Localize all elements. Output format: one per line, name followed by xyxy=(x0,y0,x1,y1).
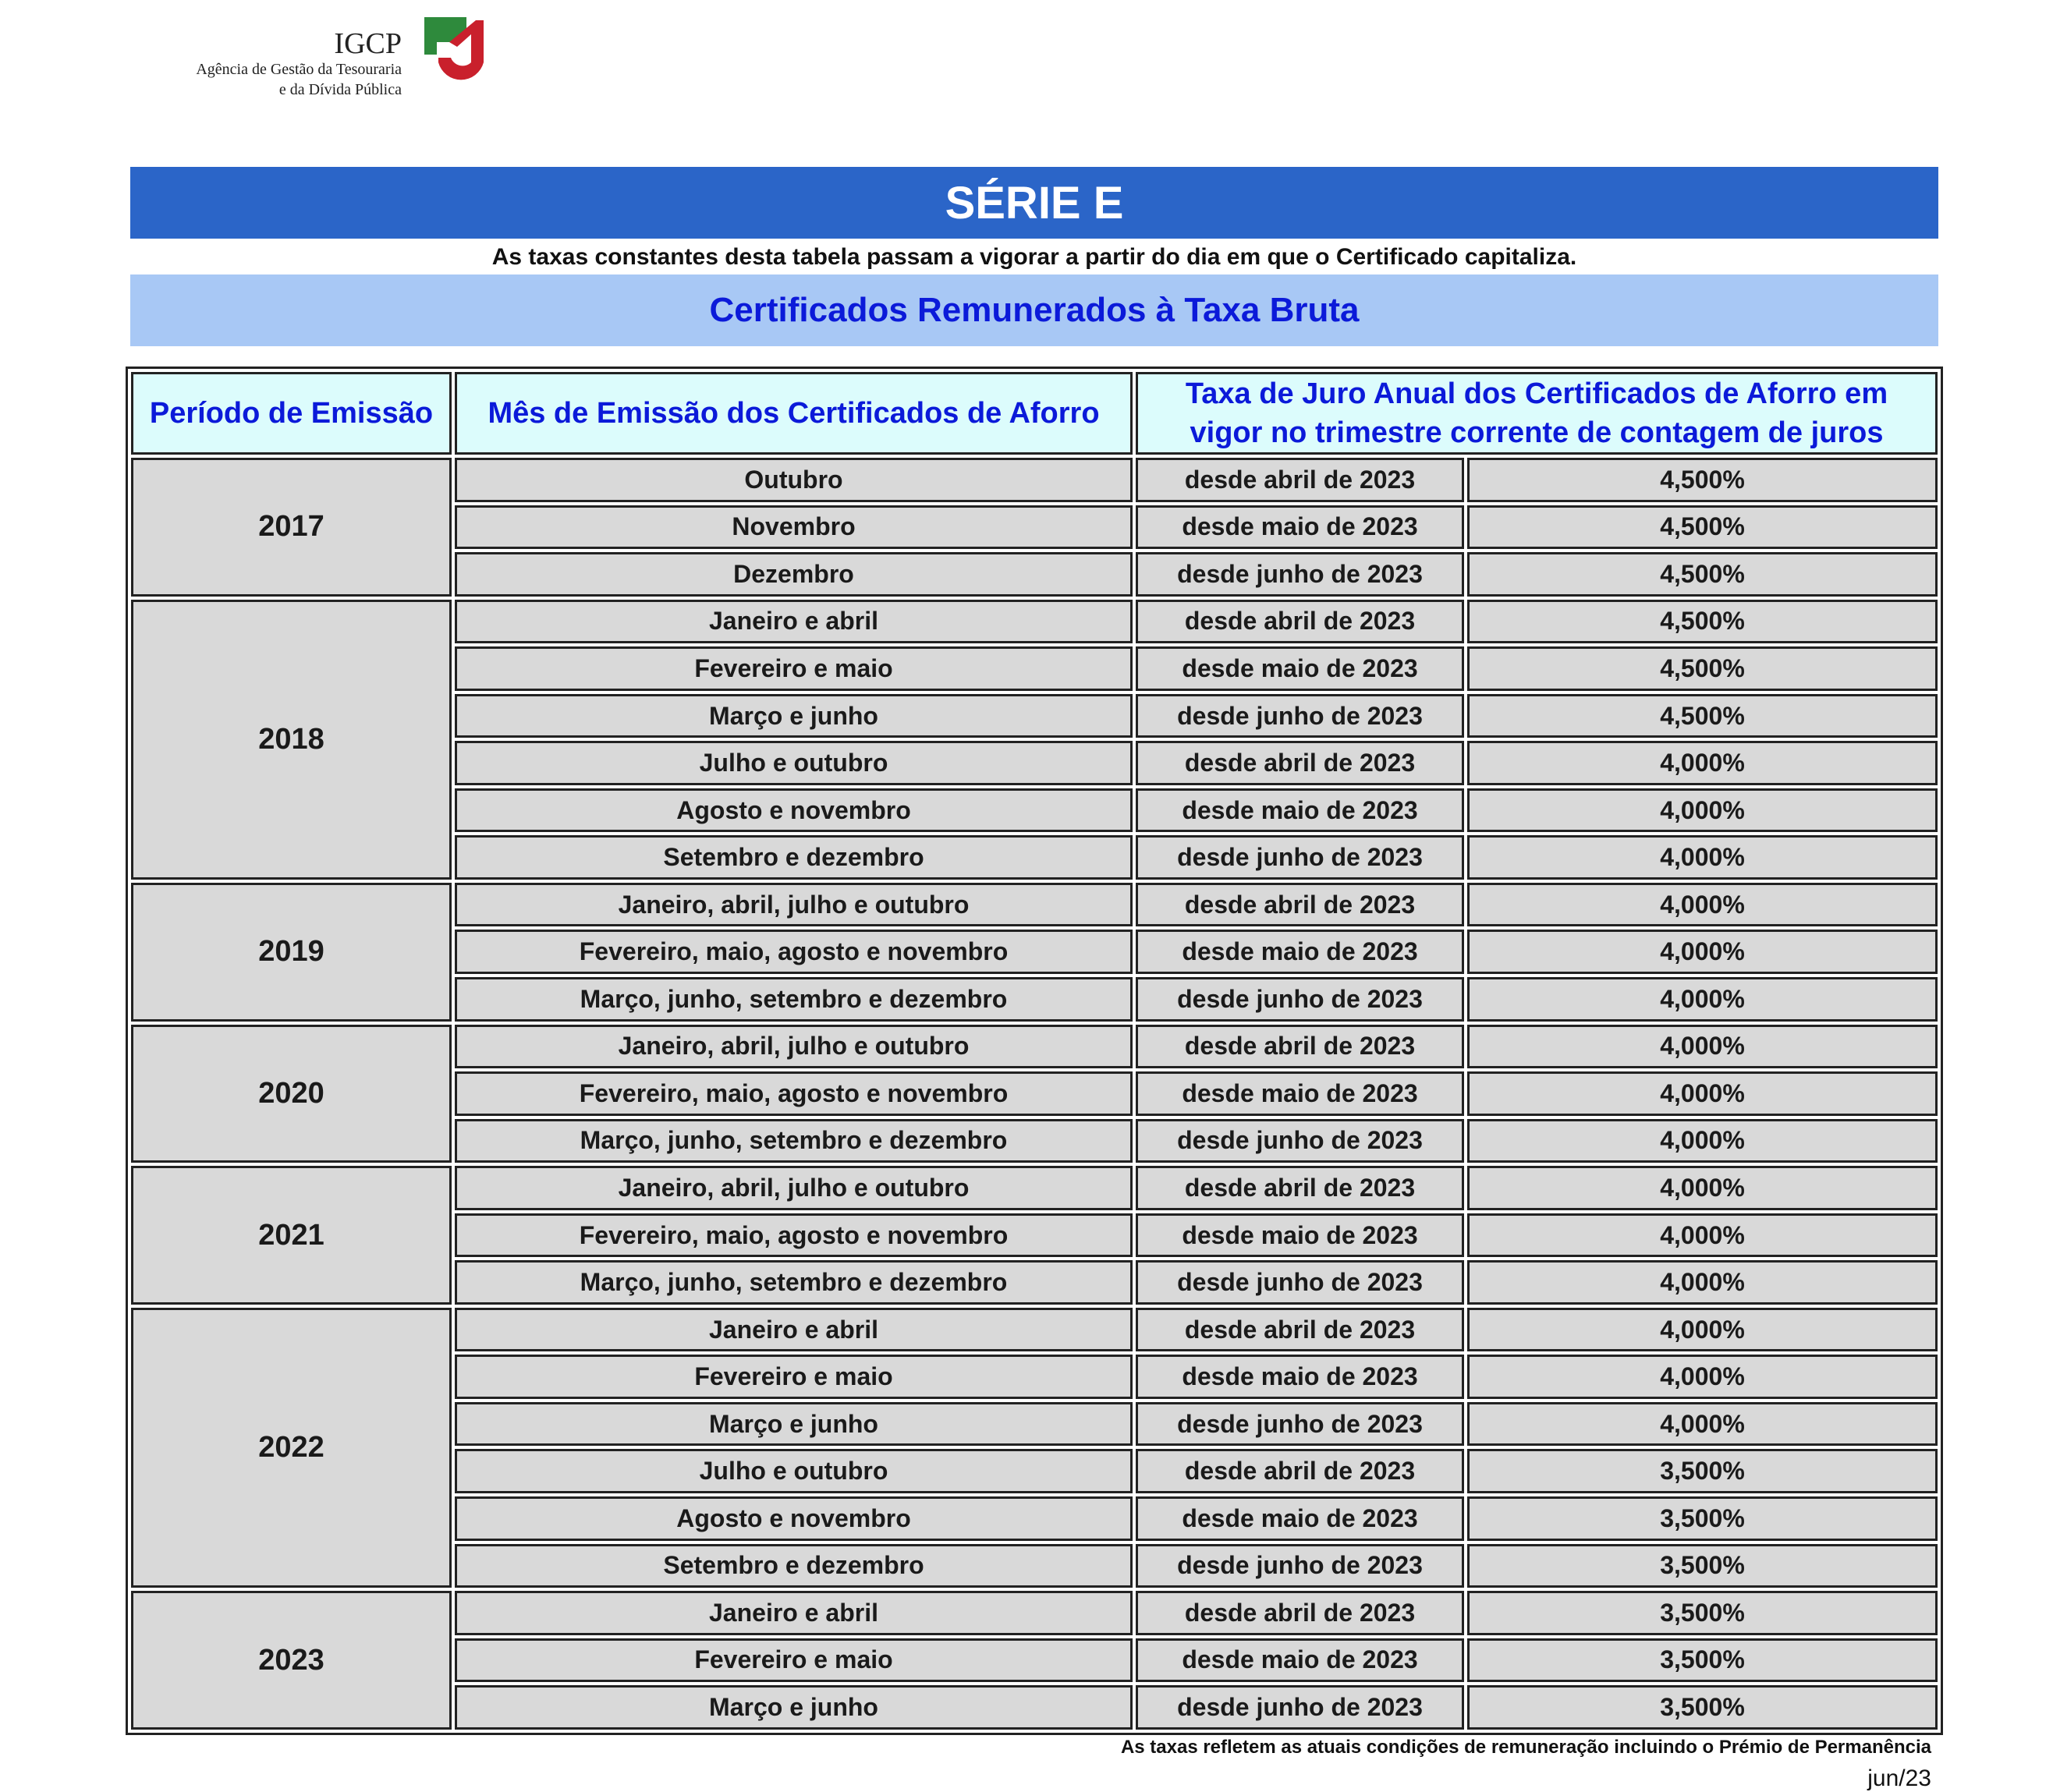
issue-month-cell: Fevereiro e maio xyxy=(455,1638,1133,1683)
rate-start-cell: desde junho de 2023 xyxy=(1136,1685,1464,1730)
issue-month-cell: Fevereiro e maio xyxy=(455,1355,1133,1399)
issue-month-cell: Março, junho, setembro e dezembro xyxy=(455,977,1133,1022)
issue-month-cell: Janeiro, abril, julho e outubro xyxy=(455,1166,1133,1210)
interest-rate-cell: 4,000% xyxy=(1467,1025,1938,1069)
header-rate xyxy=(1136,372,1938,455)
table-header-row xyxy=(131,372,1938,455)
rate-start-cell: desde abril de 2023 xyxy=(1136,1449,1464,1493)
series-title: SÉRIE E xyxy=(130,167,1938,239)
rate-start-cell: desde abril de 2023 xyxy=(1136,458,1464,502)
interest-rate-cell: 4,000% xyxy=(1467,1355,1938,1399)
rate-start-cell: desde maio de 2023 xyxy=(1136,1355,1464,1399)
interest-rate-cell: 3,500% xyxy=(1467,1685,1938,1730)
issue-month-cell: Março e junho xyxy=(455,1685,1133,1730)
table-row xyxy=(131,600,1938,644)
table-row xyxy=(131,883,1938,927)
igcp-emblem-icon xyxy=(421,14,491,84)
issue-month-cell: Março e junho xyxy=(455,1402,1133,1447)
rate-start-cell: desde junho de 2023 xyxy=(1136,1119,1464,1163)
igcp-logo xyxy=(164,14,491,108)
table-row xyxy=(131,1591,1938,1635)
period-year-cell: 2017 xyxy=(131,458,452,597)
rate-start-cell: desde abril de 2023 xyxy=(1136,883,1464,927)
issue-month-cell: Janeiro, abril, julho e outubro xyxy=(455,1025,1133,1069)
rates-table xyxy=(126,367,1943,1735)
header-rate-line1: Taxa de Juro Anual dos Certificados de Aforro em xyxy=(1185,377,1888,410)
interest-rate-cell: 4,000% xyxy=(1467,930,1938,974)
interest-rate-cell: 4,000% xyxy=(1467,1260,1938,1305)
interest-rate-cell: 3,500% xyxy=(1467,1544,1938,1588)
rate-start-cell: desde abril de 2023 xyxy=(1136,1025,1464,1069)
table-row xyxy=(131,458,1938,502)
issue-month-cell: Julho e outubro xyxy=(455,1449,1133,1493)
header-rate-line2: vigor no trimestre corrente de contagem de juros xyxy=(1190,416,1884,449)
issue-month-cell: Agosto e novembro xyxy=(455,1496,1133,1541)
rate-start-cell: desde maio de 2023 xyxy=(1136,1496,1464,1541)
interest-rate-cell: 4,500% xyxy=(1467,600,1938,644)
rate-start-cell: desde abril de 2023 xyxy=(1136,1308,1464,1352)
interest-rate-cell: 4,000% xyxy=(1467,977,1938,1022)
logo-subtitle-line1: Agência de Gestão da Tesouraria xyxy=(196,61,402,78)
date-stamp: jun/23 xyxy=(1867,1765,1931,1791)
logo-subtitle-line2: e da Dívida Pública xyxy=(278,81,402,98)
interest-rate-cell: 3,500% xyxy=(1467,1591,1938,1635)
issue-month-cell: Novembro xyxy=(455,505,1133,550)
issue-month-cell: Fevereiro, maio, agosto e novembro xyxy=(455,1071,1133,1116)
rate-start-cell: desde maio de 2023 xyxy=(1136,646,1464,691)
issue-month-cell: Setembro e dezembro xyxy=(455,835,1133,880)
period-year-cell: 2019 xyxy=(131,883,452,1022)
rate-start-cell: desde junho de 2023 xyxy=(1136,977,1464,1022)
issue-month-cell: Fevereiro, maio, agosto e novembro xyxy=(455,930,1133,974)
interest-rate-cell: 4,000% xyxy=(1467,883,1938,927)
interest-rate-cell: 4,500% xyxy=(1467,458,1938,502)
interest-rate-cell: 3,500% xyxy=(1467,1638,1938,1683)
issue-month-cell: Agosto e novembro xyxy=(455,788,1133,833)
issue-month-cell: Janeiro e abril xyxy=(455,1591,1133,1635)
interest-rate-cell: 4,500% xyxy=(1467,694,1938,738)
issue-month-cell: Janeiro e abril xyxy=(455,1308,1133,1352)
period-year-cell: 2021 xyxy=(131,1166,452,1305)
rate-start-cell: desde maio de 2023 xyxy=(1136,1071,1464,1116)
rate-start-cell: desde junho de 2023 xyxy=(1136,694,1464,738)
issue-month-cell: Fevereiro e maio xyxy=(455,646,1133,691)
interest-rate-cell: 3,500% xyxy=(1467,1449,1938,1493)
issue-month-cell: Fevereiro, maio, agosto e novembro xyxy=(455,1213,1133,1258)
interest-rate-cell: 4,500% xyxy=(1467,505,1938,550)
interest-rate-cell: 4,000% xyxy=(1467,741,1938,785)
period-year-cell: 2020 xyxy=(131,1025,452,1163)
rate-start-cell: desde abril de 2023 xyxy=(1136,1166,1464,1210)
issue-month-cell: Março, junho, setembro e dezembro xyxy=(455,1260,1133,1305)
rate-start-cell: desde junho de 2023 xyxy=(1136,1544,1464,1588)
rates-body xyxy=(131,458,1938,1730)
interest-rate-cell: 4,000% xyxy=(1467,835,1938,880)
issue-month-cell: Março e junho xyxy=(455,694,1133,738)
rate-start-cell: desde junho de 2023 xyxy=(1136,552,1464,597)
rate-start-cell: desde junho de 2023 xyxy=(1136,835,1464,880)
rate-start-cell: desde abril de 2023 xyxy=(1136,1591,1464,1635)
interest-rate-cell: 4,000% xyxy=(1467,1071,1938,1116)
issue-month-cell: Março, junho, setembro e dezembro xyxy=(455,1119,1133,1163)
period-year-cell: 2022 xyxy=(131,1308,452,1588)
table-row xyxy=(131,1308,1938,1352)
rate-start-cell: desde maio de 2023 xyxy=(1136,788,1464,833)
rate-start-cell: desde maio de 2023 xyxy=(1136,1638,1464,1683)
interest-rate-cell: 3,500% xyxy=(1467,1496,1938,1541)
issue-month-cell: Julho e outubro xyxy=(455,741,1133,785)
rate-start-cell: desde maio de 2023 xyxy=(1136,930,1464,974)
header-period: Período de Emissão xyxy=(131,372,452,455)
section-title: Certificados Remunerados à Taxa Bruta xyxy=(130,274,1938,346)
interest-rate-cell: 4,500% xyxy=(1467,646,1938,691)
table-row xyxy=(131,1025,1938,1069)
logo-name: IGCP xyxy=(334,27,402,60)
issue-month-cell: Outubro xyxy=(455,458,1133,502)
validity-note: As taxas constantes desta tabela passam a vigorar a partir do dia em que o Certificado capitaliza. xyxy=(491,244,1577,270)
interest-rate-cell: 4,500% xyxy=(1467,552,1938,597)
issue-month-cell: Janeiro e abril xyxy=(455,600,1133,644)
issue-month-cell: Janeiro, abril, julho e outubro xyxy=(455,883,1133,927)
rate-start-cell: desde abril de 2023 xyxy=(1136,600,1464,644)
footnote: As taxas refletem as atuais condições de remuneração incluindo o Prémio de Permanência xyxy=(1120,1737,1931,1758)
interest-rate-cell: 4,000% xyxy=(1467,788,1938,833)
period-year-cell: 2023 xyxy=(131,1591,452,1730)
period-year-cell: 2018 xyxy=(131,600,452,880)
interest-rate-cell: 4,000% xyxy=(1467,1402,1938,1447)
interest-rate-cell: 4,000% xyxy=(1467,1308,1938,1352)
issue-month-cell: Setembro e dezembro xyxy=(455,1544,1133,1588)
rate-start-cell: desde junho de 2023 xyxy=(1136,1260,1464,1305)
interest-rate-cell: 4,000% xyxy=(1467,1213,1938,1258)
interest-rate-cell: 4,000% xyxy=(1467,1119,1938,1163)
issue-month-cell: Dezembro xyxy=(455,552,1133,597)
interest-rate-cell: 4,000% xyxy=(1467,1166,1938,1210)
header-month: Mês de Emissão dos Certificados de Aforro xyxy=(455,372,1133,455)
rate-start-cell: desde junho de 2023 xyxy=(1136,1402,1464,1447)
rate-start-cell: desde abril de 2023 xyxy=(1136,741,1464,785)
table-row xyxy=(131,1166,1938,1210)
rate-start-cell: desde maio de 2023 xyxy=(1136,1213,1464,1258)
rate-start-cell: desde maio de 2023 xyxy=(1136,505,1464,550)
